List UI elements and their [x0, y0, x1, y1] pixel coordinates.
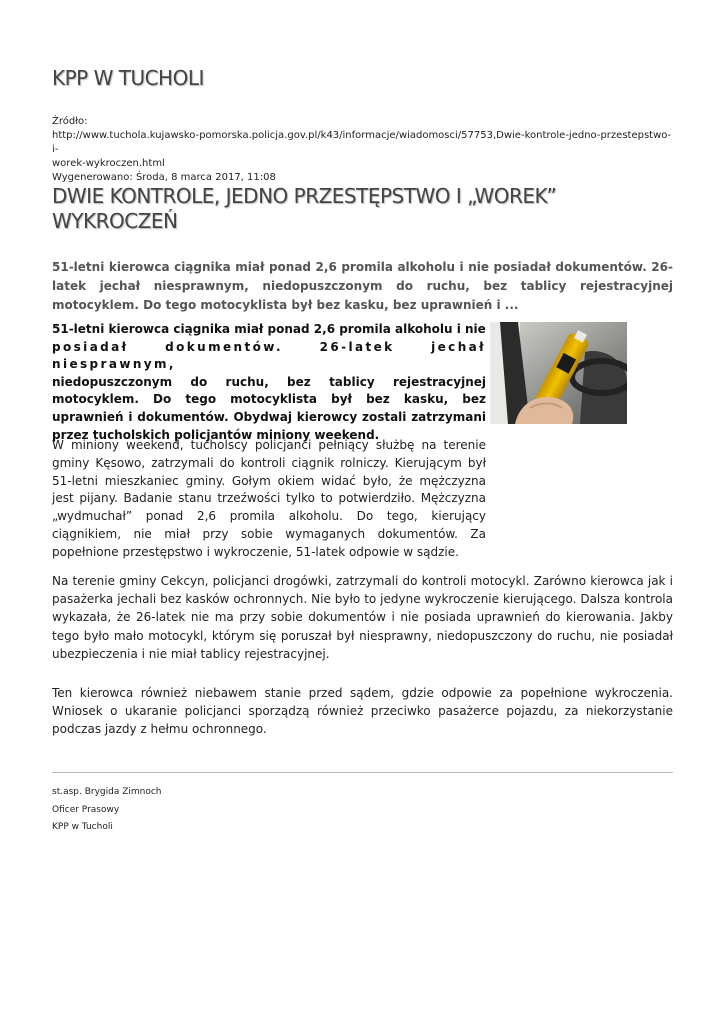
breathalyzer-photo — [490, 322, 627, 424]
signature-block — [52, 784, 162, 837]
source-url-line2[interactable]: worek-wykroczen.html — [52, 158, 165, 169]
article-paragraph-3: Ten kierowca również niebawem stanie przed sądem, gdzie odpowie za popełnione wykroczenia. Wniosek o ukaranie policjanci sporządzą również przeciwko pasażerce pojazdu, za niekorzystanie podczas jazdy z hełmu ochronnego. — [52, 686, 673, 737]
signature-role: Oficer Prasowy — [52, 804, 120, 815]
article-paragraph-1: W miniony weekend, tucholscy policjanci pełniący służbę na terenie gminy Kęsowo, zatrzymali do kontroli ciągnik rolniczy. Kierującym był 51-letni mieszkaniec gminy. Gołym okiem widać było, że mężczyzna jest pijany. Badanie stanu trzeźwości tylko to potwierdziło. Mężczyzna „wydmuchał” ponad 2,6 promila alkoholu. Do tego, kierujący ciągnikiem, nie miał przy sobie wymaganych dokumentów. Za popełnione przestępstwo i wykroczenie, 51-latek odpowie w sądzie. — [52, 438, 486, 559]
article-title: DWIE KONTROLE, JEDNO PRZESTĘPSTWO I „WOREK” WYKROCZEŃ — [52, 184, 557, 233]
source-label: Źródło: — [52, 116, 88, 127]
signature-name: st.asp. Brygida Zimnoch — [52, 787, 162, 797]
divider — [52, 772, 673, 773]
intro-rest: niedopuszczonym do ruchu, bez tablicy rejestracyjnej motocyklem. Do tego motocyklista był bez kasku, bez uprawnień i dokumentów. Obydwaj kierowcy zostali zatrzymani przez tucholskich policjantów miniony weekend. — [52, 374, 486, 442]
source-url-line1[interactable]: http://www.tuchola.kujawsko-pomorska.policja.gov.pl/k43/informacje/wiadomosci/57753,Dwie-kontrole-jedno-przestepstwo-i- — [52, 130, 672, 155]
intro-line1: 51-letni kierowca ciągnika miał ponad 2,6 promila alkoholu i nie — [52, 322, 486, 336]
breathalyzer-photo-svg — [490, 322, 627, 424]
article-paragraph-2: Na terenie gminy Cekcyn, policjanci drogówki, zatrzymali do kontroli motocykl. Zarówno kierowca jak i pasażerka jechali bez kasków ochronnych. Nie było to jedyne wykroczenie kierującego. Dalsza kontrola wykazała, że 26-latek nie ma przy sobie dokumentów i nie posiada uprawnień do kierowania. Jakby tego było mało motocykl, którym się poruszał był niesprawny, niedopuszczony do ruchu, nie posiadał ubezpieczenia i nie miał tablicy rejestracyjnej. — [52, 574, 673, 661]
site-title: KPP W TUCHOLI — [52, 66, 204, 90]
article-intro — [52, 321, 486, 444]
signature-unit: KPP w Tucholi — [52, 822, 113, 832]
intro-line2: posiadał dokumentów. 26-latek jechał niesprawnym, — [52, 339, 486, 372]
source-meta — [52, 115, 673, 185]
generated-date: Wygenerowano: Środa, 8 marca 2017, 11:08 — [52, 172, 276, 183]
article-lead: 51-letni kierowca ciągnika miał ponad 2,6 promila alkoholu i nie posiadał dokumentów. 26-latek jechał niesprawnym, niedopuszczonym do ruchu, bez tablicy rejestracyjnej motocyklem. Do tego motocyklista był bez kasku, bez uprawnień i ... — [52, 260, 673, 312]
